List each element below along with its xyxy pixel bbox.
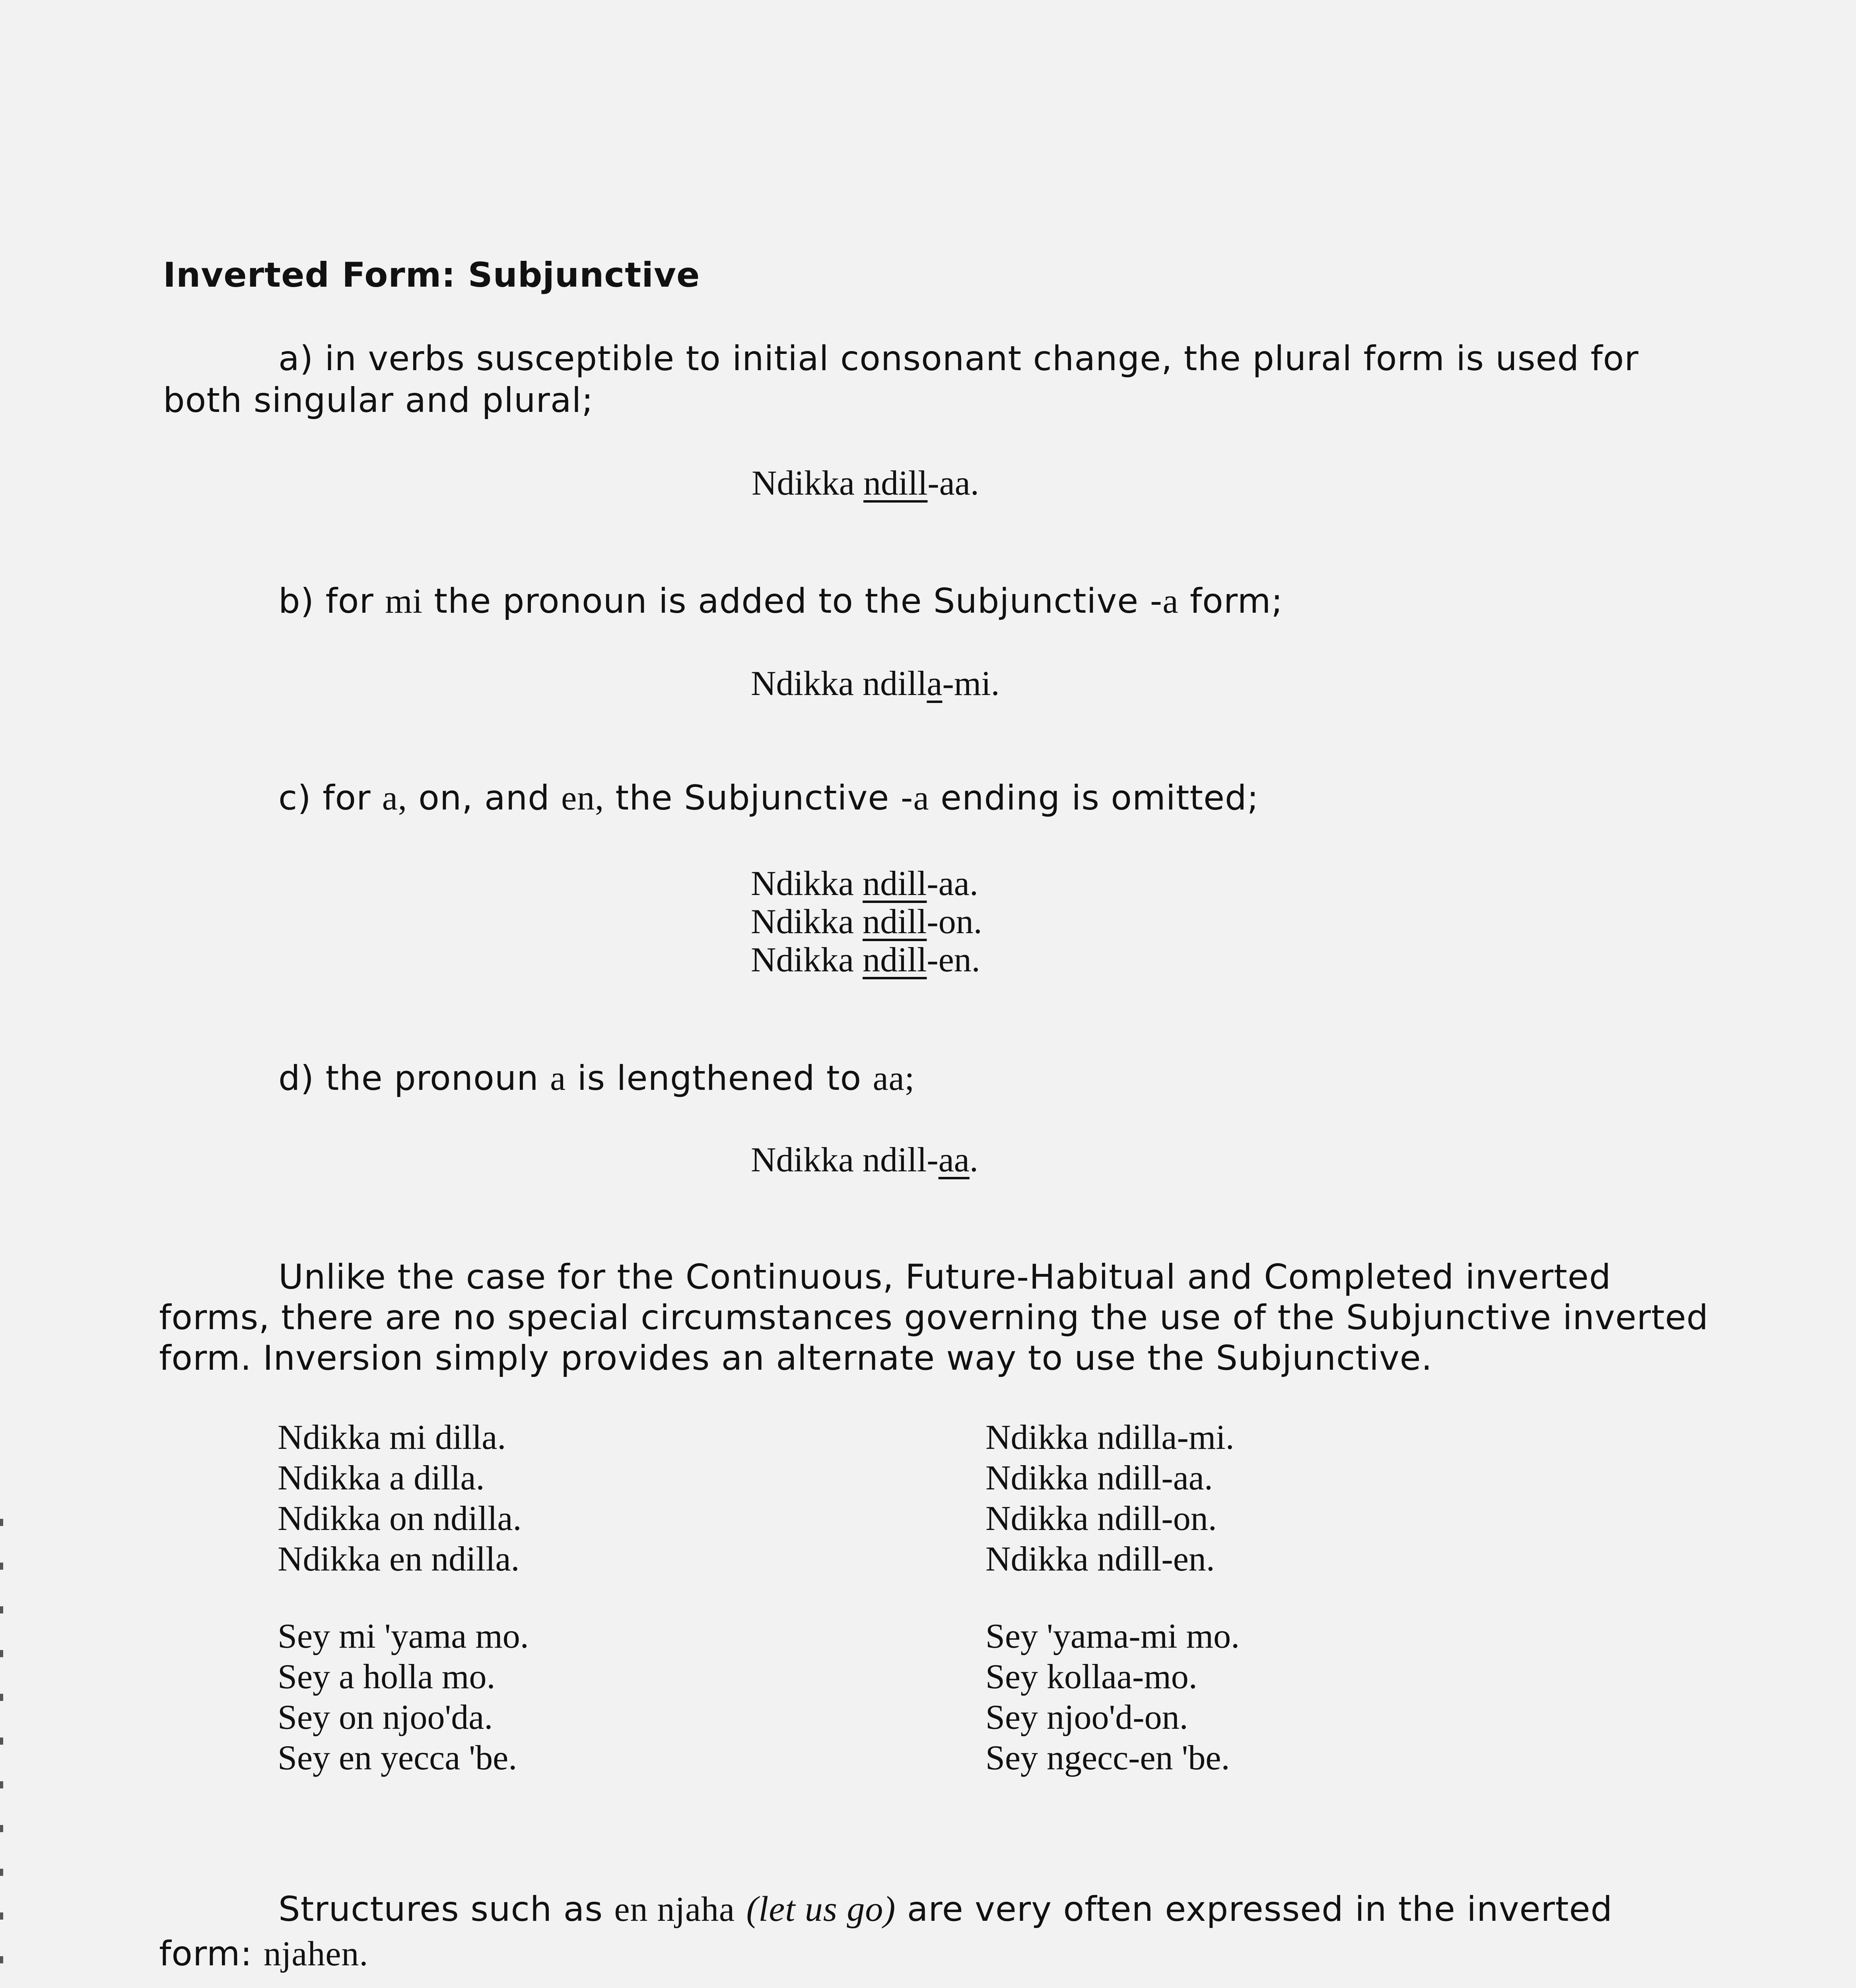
list-item: Sey njoo'd-on. <box>985 1698 1188 1737</box>
rule-term: a <box>550 1059 566 1098</box>
list-item: Sey a holla mo. <box>278 1658 496 1696</box>
rule-text: ending is omitted; <box>929 778 1259 818</box>
table-1-right-column <box>985 1417 1234 1580</box>
list-item: Ndikka ndill-aa. <box>985 1459 1213 1497</box>
binding-edge-marks <box>0 1519 3 1988</box>
paragraph-1-line2: forms, there are no special circumstances governing the use of the Subjunctive inverted <box>159 1298 1709 1338</box>
example-text: . <box>969 1141 978 1179</box>
example-text: Ndikka <box>751 903 863 941</box>
rule-term: a <box>1162 582 1179 621</box>
paragraph-text: are very often expressed in the inverted <box>896 1889 1613 1929</box>
example-text: -on. <box>927 903 982 941</box>
list-item: Ndikka ndilla-mi. <box>985 1418 1234 1457</box>
rule-text: form; <box>1178 581 1283 621</box>
paragraph-term: en njaha <box>614 1890 735 1929</box>
example-text: -mi. <box>942 664 1000 703</box>
example-text: Ndikka <box>752 464 864 503</box>
list-item: Ndikka ndill-on. <box>985 1499 1217 1538</box>
rule-b-line <box>278 580 1283 622</box>
paragraph-gloss: (let us go) <box>746 1889 896 1929</box>
table-1-left-column <box>278 1417 521 1580</box>
example-underlined-vowel: a <box>927 664 943 703</box>
list-item: Sey mi 'yama mo. <box>278 1617 529 1656</box>
example-text: -en. <box>927 941 980 979</box>
list-item: Sey en yecca 'be. <box>278 1739 517 1777</box>
rule-term: aa; <box>873 1059 915 1098</box>
table-2-left-column <box>278 1616 529 1778</box>
example-text: Ndikka ndill- <box>751 1141 939 1179</box>
rule-c-line <box>278 777 1259 819</box>
rule-term: a, <box>382 779 407 817</box>
rule-text: b) for <box>278 581 385 621</box>
rule-c-example-2 <box>751 903 982 941</box>
paragraph-text: form: <box>159 1934 264 1974</box>
rule-text: is lengthened to <box>566 1058 873 1098</box>
table-2-right-column <box>985 1616 1240 1778</box>
rule-c-example-1 <box>751 865 978 903</box>
rule-term: a <box>913 779 929 817</box>
rule-term: mi <box>385 582 423 621</box>
list-item: Ndikka a dilla. <box>278 1459 485 1497</box>
example-text: -aa. <box>927 464 979 503</box>
example-text: Ndikka ndill <box>751 664 927 703</box>
list-item: Sey ngecc-en 'be. <box>985 1739 1230 1777</box>
example-underlined-stem: ndill <box>863 864 927 903</box>
paragraph-text: Structures such as <box>278 1889 614 1929</box>
rule-d-line <box>278 1058 915 1099</box>
rule-text: the pronoun is added to the Subjunctive - <box>422 581 1163 621</box>
rule-a-line2: both singular and plural; <box>163 381 594 420</box>
rule-a-example <box>752 464 979 503</box>
example-underlined-stem: ndill <box>863 464 928 503</box>
example-underlined-pronoun: aa <box>938 1141 970 1179</box>
list-item: Sey 'yama-mi mo. <box>985 1617 1240 1656</box>
rule-a-line1: a) in verbs susceptible to initial consonant change, the plural form is used for <box>278 339 1639 379</box>
rule-term: en, <box>561 779 604 817</box>
rule-d-example <box>751 1141 978 1179</box>
list-item: Ndikka ndill-en. <box>985 1540 1215 1578</box>
list-item: Ndikka mi dilla. <box>278 1418 506 1457</box>
rule-b-example <box>751 665 1000 703</box>
rule-c-example-3 <box>751 941 980 979</box>
paragraph-term: njahen. <box>263 1935 369 1973</box>
paragraph-2-line2 <box>159 1933 368 1975</box>
rule-text: d) the pronoun <box>278 1058 550 1098</box>
list-item: Sey kollaa-mo. <box>985 1658 1197 1696</box>
list-item: Ndikka en ndilla. <box>278 1540 520 1578</box>
rule-text: on, and <box>407 778 562 818</box>
paragraph-2-line1 <box>278 1889 1613 1930</box>
section-heading: Inverted Form: Subjunctive <box>163 255 700 295</box>
example-underlined-stem: ndill <box>863 941 927 979</box>
paragraph-1-line1: Unlike the case for the Continuous, Future-Habitual and Completed inverted <box>278 1257 1611 1297</box>
example-text: Ndikka <box>751 864 863 903</box>
list-item: Ndikka on ndilla. <box>278 1499 522 1538</box>
rule-text: c) for <box>278 778 382 818</box>
example-text: -aa. <box>927 864 978 903</box>
example-underlined-stem: ndill <box>863 903 927 941</box>
paragraph-1-line3: form. Inversion simply provides an alternate way to use the Subjunctive. <box>159 1338 1433 1378</box>
list-item: Sey on njoo'da. <box>278 1698 493 1737</box>
example-text: Ndikka <box>751 941 863 979</box>
rule-text: the Subjunctive - <box>604 778 913 818</box>
